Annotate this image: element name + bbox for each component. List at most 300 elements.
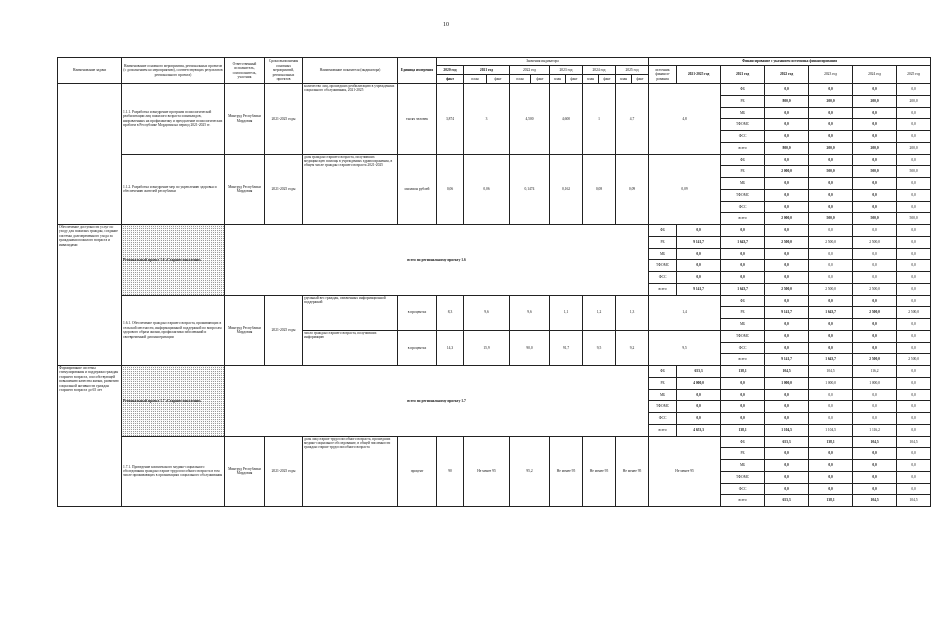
header-fact: факт — [599, 75, 616, 84]
indicator-value: 4,600 — [550, 84, 583, 155]
executor-cell: Минтруд Республики Мордовия — [225, 84, 265, 155]
header-values-group: Значения индикатора — [437, 58, 649, 66]
finance-value: 138,1 — [809, 495, 853, 507]
header-task: Наименование задачи — [58, 58, 122, 84]
finance-source: ФБ — [721, 84, 765, 96]
finance-source: всего — [721, 142, 765, 154]
finance-value: 1 643,7 — [721, 236, 765, 248]
finance-value: 0,0 — [765, 84, 809, 96]
executor-cell: Минтруд Республики Мордовия — [225, 295, 265, 366]
indicator-value: 1 — [583, 84, 616, 155]
indicator-value: 9,5 — [583, 330, 616, 365]
finance-value: 0,0 — [853, 471, 897, 483]
indicator-value: 91,7 — [550, 330, 583, 365]
finance-value: 0,0 — [897, 248, 931, 260]
table-row — [58, 154, 931, 166]
finance-value: 0,0 — [809, 260, 853, 272]
indicator-value: 9,2 — [616, 330, 649, 365]
finance-value: 0,0 — [721, 225, 765, 237]
finance-value: 0,0 — [897, 283, 931, 295]
table-row — [58, 366, 931, 378]
finance-value: 0,0 — [853, 178, 897, 190]
finance-value: 104,5 — [897, 436, 931, 448]
finance-source: МБ — [649, 389, 677, 401]
finance-value: 9 141,7 — [677, 236, 721, 248]
finance-source: всего — [649, 424, 677, 436]
indicator-value: Не менее 95 — [583, 436, 616, 507]
finance-source: РБ — [721, 448, 765, 460]
indicator-value: 0,09 — [616, 154, 649, 225]
finance-value: 2 500,0 — [809, 236, 853, 248]
program-table — [57, 57, 931, 507]
finance-source: ТФОМС — [721, 330, 765, 342]
finance-value: 0,0 — [897, 260, 931, 272]
finance-value: 1 000,0 — [765, 377, 809, 389]
table-row — [58, 84, 931, 96]
finance-value: 0,0 — [765, 119, 809, 131]
indicator-value: 4,7 — [616, 84, 649, 155]
finance-value: 653,3 — [677, 366, 721, 378]
finance-value: 2 500,0 — [809, 283, 853, 295]
header-source: источник финанси-рования — [649, 66, 677, 84]
finance-source: ФСС — [649, 413, 677, 425]
finance-source: ФСС — [649, 272, 677, 284]
finance-value: 0,0 — [809, 483, 853, 495]
finance-value: 0,0 — [721, 401, 765, 413]
finance-source: МБ — [721, 107, 765, 119]
finance-value: 0,0 — [897, 154, 931, 166]
header-f2022: 2022 год — [765, 66, 809, 84]
finance-value: 0,0 — [853, 448, 897, 460]
finance-value: 0,0 — [765, 460, 809, 472]
finance-value: 2 500,0 — [897, 354, 931, 366]
finance-value: 0,0 — [721, 260, 765, 272]
finance-value: 0,0 — [765, 330, 809, 342]
finance-value: 0,0 — [809, 119, 853, 131]
finance-value: 0,0 — [677, 389, 721, 401]
indicator-value: 95,2 — [510, 436, 550, 507]
table-row — [58, 436, 931, 448]
page-number: 10 — [443, 22, 449, 28]
header-plan: план — [616, 75, 632, 84]
indicator-value: 9,6 — [464, 295, 510, 330]
header-year-2021: 2021 год — [464, 66, 510, 75]
finance-value: 0,0 — [809, 471, 853, 483]
finance-value: 0,0 — [765, 154, 809, 166]
header-f2021: 2021 год — [721, 66, 765, 84]
finance-source: ФСС — [721, 342, 765, 354]
header-measure: Наименование основного мероприятия, региональных проектов (с дополнением ко мероприятию), соответствующих результатов регионального проекта) — [122, 58, 225, 84]
finance-value: 0,0 — [853, 260, 897, 272]
table-row — [58, 295, 931, 307]
finance-value: 0,0 — [897, 413, 931, 425]
indicator-value: 1,3 — [616, 295, 649, 330]
finance-value: 2 000,0 — [765, 213, 809, 225]
finance-value: 0,0 — [765, 471, 809, 483]
term-cell: 2021-2025 годы — [265, 84, 303, 155]
indicator-value: 0,06 — [437, 154, 464, 225]
header-fact: факт — [487, 75, 510, 84]
finance-value: 200,0 — [897, 142, 931, 154]
finance-source: всего — [721, 354, 765, 366]
finance-value: 0,0 — [853, 319, 897, 331]
finance-value: 0,0 — [765, 178, 809, 190]
finance-value: 0,0 — [897, 107, 931, 119]
finance-value: 500,0 — [897, 213, 931, 225]
finance-value: 0,0 — [897, 483, 931, 495]
finance-value: 200,0 — [853, 95, 897, 107]
indicator-value: 14,3 — [437, 330, 464, 365]
finance-value: 1 104,5 — [765, 424, 809, 436]
finance-value: 2 500,0 — [853, 283, 897, 295]
finance-value: 0,0 — [677, 413, 721, 425]
finance-value: 0,0 — [677, 260, 721, 272]
header-year-2020: 2020 год — [437, 66, 464, 75]
finance-source: ФБ — [721, 154, 765, 166]
finance-value: 0,0 — [897, 366, 931, 378]
finance-value: 0,0 — [897, 401, 931, 413]
finance-value: 0,0 — [853, 84, 897, 96]
indicator-value: 3,874 — [437, 84, 464, 155]
finance-value: 500,0 — [853, 213, 897, 225]
finance-value: 200,0 — [809, 142, 853, 154]
finance-value: 1 000,0 — [853, 377, 897, 389]
header-year-2022: 2022 год — [510, 66, 550, 75]
finance-source: РБ — [649, 236, 677, 248]
finance-value: 0,0 — [765, 342, 809, 354]
finance-value: 0,0 — [853, 272, 897, 284]
task-cell: Обеспечение доступности услуг по уходу для пожилых граждан, создание системы долговременного ухода за гражданами пожилого возраста и инвалидами — [58, 225, 122, 366]
finance-value: 0,0 — [853, 342, 897, 354]
table-body — [58, 58, 931, 507]
finance-source: РБ — [721, 307, 765, 319]
regional-project-total-label: всего по региональному проекту 1.7 — [225, 366, 649, 437]
finance-value: 1 116,2 — [853, 424, 897, 436]
indicator-value: 4,500 — [510, 84, 550, 155]
term-cell: 2021-2025 годы — [265, 154, 303, 225]
indicator-value: 0,06 — [464, 154, 510, 225]
finance-value: 0,0 — [809, 330, 853, 342]
finance-value: 2 500,0 — [853, 236, 897, 248]
finance-value: 0,0 — [853, 389, 897, 401]
header-year-2024: 2024 год — [583, 66, 616, 75]
finance-value: 0,0 — [897, 448, 931, 460]
finance-source: ТФОМС — [721, 471, 765, 483]
finance-value: 0,0 — [853, 413, 897, 425]
finance-value: 0,0 — [765, 260, 809, 272]
finance-source: ФБ — [649, 225, 677, 237]
executor-cell: Минтруд Республики Мордовия — [225, 436, 265, 507]
finance-value: 0,0 — [853, 119, 897, 131]
finance-value: 0,0 — [853, 189, 897, 201]
finance-value: 104,5 — [853, 436, 897, 448]
header-term: Сроки выполнения основных мероприятий, региональных проектов — [265, 58, 303, 84]
finance-value: 0,0 — [809, 178, 853, 190]
finance-value: 2 500,0 — [897, 307, 931, 319]
header-year-2023: 2023 год — [550, 66, 583, 75]
indicator-value: 8,3 — [437, 295, 464, 330]
finance-value: 104,5 — [765, 366, 809, 378]
finance-source: ТФОМС — [721, 189, 765, 201]
finance-value: 0,0 — [677, 272, 721, 284]
finance-value: 0,0 — [897, 201, 931, 213]
finance-value: 0,0 — [809, 295, 853, 307]
indicator-cell: число граждан старшего возраста, получивших информацию — [303, 330, 398, 365]
header-f2024: 2024 год — [853, 66, 897, 84]
unit-cell: тысяч человек — [398, 84, 437, 155]
finance-value: 0,0 — [765, 295, 809, 307]
executor-cell: Минтруд Республики Мордовия — [225, 154, 265, 225]
finance-value: 0,0 — [853, 225, 897, 237]
finance-value: 1 643,7 — [809, 307, 853, 319]
finance-value: 0,0 — [897, 178, 931, 190]
unit-cell: процент — [398, 436, 437, 507]
finance-value: 1 104,5 — [809, 424, 853, 436]
header-plan: план — [583, 75, 599, 84]
finance-value: 800,0 — [765, 95, 809, 107]
finance-value: 500,0 — [853, 166, 897, 178]
header-plan: план — [550, 75, 566, 84]
term-cell: 2021-2025 годы — [265, 295, 303, 366]
finance-value: 2 500,0 — [853, 354, 897, 366]
finance-value: 0,0 — [897, 377, 931, 389]
finance-value: 0,0 — [897, 295, 931, 307]
finance-value: 0,0 — [677, 248, 721, 260]
finance-value: 0,0 — [809, 107, 853, 119]
finance-value: 0,0 — [853, 401, 897, 413]
finance-source: МБ — [721, 319, 765, 331]
header-f2023: 2023 год — [809, 66, 853, 84]
finance-source: всего — [721, 213, 765, 225]
finance-value: 0,0 — [765, 225, 809, 237]
finance-source: ФБ — [649, 366, 677, 378]
indicator-value: 4,8 — [649, 84, 721, 155]
finance-value: 0,0 — [853, 201, 897, 213]
measure-cell: 1.1.2. Разработка и внедрение мер по укреплению здоровья и обеспечению жителей республики — [122, 154, 225, 225]
finance-value: 0,0 — [721, 248, 765, 260]
measure-cell: 1.1.1. Разработка и внедрение программ психологической реабилитации лиц пожилого возраста и инвалидов, направленных на профилактику и преодоление психологических проблем в Республике Мордовия на период 2021-2025 гг. — [122, 84, 225, 155]
measure-cell: 1.7.1. Проведение комплексного медико-социального обследования граждан старше трудоспособного возраста в том числе проживающих в организациях социального обслуживания — [122, 436, 225, 507]
finance-value: 0,0 — [677, 401, 721, 413]
finance-value: 0,0 — [809, 460, 853, 472]
finance-value: 2 500,0 — [853, 307, 897, 319]
finance-source: ФБ — [721, 436, 765, 448]
finance-value: 0,0 — [853, 295, 897, 307]
finance-value: 1 643,7 — [721, 283, 765, 295]
finance-value: 0,0 — [897, 342, 931, 354]
finance-value: 200,0 — [897, 95, 931, 107]
finance-value: 0,0 — [897, 319, 931, 331]
finance-value: 0,0 — [809, 319, 853, 331]
header-total: 2021-2025 год — [677, 66, 721, 84]
finance-value: 0,0 — [897, 236, 931, 248]
finance-value: 0,0 — [765, 413, 809, 425]
finance-source: МБ — [721, 178, 765, 190]
table-row — [58, 225, 931, 237]
header-fact: факт — [531, 75, 550, 84]
finance-value: 0,0 — [721, 413, 765, 425]
finance-value: 2 500,0 — [765, 236, 809, 248]
finance-value: 0,0 — [765, 189, 809, 201]
finance-value: 0,0 — [809, 272, 853, 284]
finance-value: 104,5 — [809, 366, 853, 378]
indicator-value: 0,08 — [583, 154, 616, 225]
finance-value: 653,3 — [765, 495, 809, 507]
finance-value: 0,0 — [765, 448, 809, 460]
finance-value: 0,0 — [765, 483, 809, 495]
task-cell: Формирование системы стимулирования и поддержки граждан старшего возраста, способствующей повышению качества жизни, развитию социальной активности граждан старшего возраста до 65 лет — [58, 366, 122, 507]
header-indicator: Наименование показателя (индикатора) — [303, 58, 398, 84]
finance-source: ТФОМС — [649, 401, 677, 413]
finance-value: 0,0 — [765, 319, 809, 331]
finance-value: 138,1 — [721, 424, 765, 436]
finance-value: 0,0 — [677, 225, 721, 237]
finance-value: 9 141,7 — [765, 354, 809, 366]
finance-value: 116,2 — [853, 366, 897, 378]
unit-cell: миллион рублей — [398, 154, 437, 225]
finance-value: 0,0 — [853, 154, 897, 166]
finance-source: РБ — [649, 377, 677, 389]
finance-value: 0,0 — [853, 131, 897, 143]
finance-value: 104,5 — [897, 495, 931, 507]
finance-value: 653,3 — [765, 436, 809, 448]
finance-value: 1 643,7 — [809, 354, 853, 366]
indicator-value: 9,6 — [510, 295, 550, 330]
finance-value: 4 653,3 — [677, 424, 721, 436]
finance-value: 500,0 — [809, 166, 853, 178]
finance-value: 0,0 — [809, 201, 853, 213]
indicator-cell: количество лиц, прошедших реабилитацию в учреждениях социального обслуживания, 2021-2025 — [303, 84, 398, 155]
finance-source: МБ — [649, 248, 677, 260]
finance-value: 0,0 — [721, 272, 765, 284]
finance-value: 0,0 — [765, 401, 809, 413]
indicator-value: 0,1474 — [510, 154, 550, 225]
finance-value: 0,0 — [721, 377, 765, 389]
finance-value: 2 500,0 — [765, 283, 809, 295]
finance-source: ФСС — [721, 201, 765, 213]
indicator-value: Не менее 95 — [550, 436, 583, 507]
indicator-value: 1,2 — [583, 295, 616, 330]
finance-value: 0,0 — [765, 272, 809, 284]
indicator-value: 15,9 — [464, 330, 510, 365]
finance-source: ФСС — [721, 483, 765, 495]
finance-value: 0,0 — [721, 389, 765, 401]
term-cell: 2021-2025 годы — [265, 436, 303, 507]
regional-project-label: Региональный проект 1.6 «Старшее поколение» — [122, 225, 225, 296]
finance-value: 0,0 — [765, 389, 809, 401]
finance-value: 0,0 — [809, 342, 853, 354]
finance-value: 0,0 — [809, 401, 853, 413]
finance-source: всего — [721, 495, 765, 507]
finance-value: 9 141,7 — [677, 283, 721, 295]
header-plan: план — [510, 75, 531, 84]
header-fact: факт — [437, 75, 464, 84]
header-f2025: 2025 год — [897, 66, 931, 84]
indicator-value: Не менее 95 — [464, 436, 510, 507]
finance-value: 0,0 — [853, 330, 897, 342]
finance-value: 4 000,0 — [677, 377, 721, 389]
finance-value: 500,0 — [897, 166, 931, 178]
regional-project-total-label: всего по региональному проекту 1.6 — [225, 225, 649, 296]
finance-value: 800,0 — [765, 142, 809, 154]
finance-value: 500,0 — [809, 213, 853, 225]
finance-value: 0,0 — [765, 107, 809, 119]
finance-source: РБ — [721, 166, 765, 178]
finance-value: 0,0 — [897, 330, 931, 342]
regional-project-label: Региональный проект 1.7 «Старшее поколение» — [122, 366, 225, 437]
indicator-value: 90 — [437, 436, 464, 507]
finance-value: 0,0 — [765, 131, 809, 143]
finance-value: 0,0 — [897, 119, 931, 131]
header-plan: план — [464, 75, 487, 84]
indicator-value: 90,0 — [510, 330, 550, 365]
finance-value: 138,1 — [721, 366, 765, 378]
header-fact: факт — [566, 75, 583, 84]
finance-source: ТФОМС — [721, 119, 765, 131]
finance-value: 0,0 — [765, 248, 809, 260]
finance-value: 0,0 — [897, 189, 931, 201]
unit-cell: в процентах — [398, 330, 437, 365]
finance-value: 0,0 — [897, 424, 931, 436]
unit-cell: в процентах — [398, 295, 437, 330]
measure-cell: 1.6.1. Обеспечение граждан старшего возраста, проживающих в сельской местности, информационной поддержкой по вопросам здорового образа жизни, профилактики заболеваний и своевременной диспансеризации — [122, 295, 225, 366]
finance-value: 0,0 — [897, 131, 931, 143]
header-unit: Единица измерения — [398, 58, 437, 84]
finance-value: 0,0 — [809, 225, 853, 237]
header-finance-group: Финансирование с указанием источника финансирования — [649, 58, 931, 66]
finance-value: 0,0 — [897, 84, 931, 96]
finance-value: 0,0 — [809, 389, 853, 401]
finance-value: 0,0 — [809, 84, 853, 96]
finance-value: 0,0 — [853, 460, 897, 472]
finance-value: 0,0 — [853, 483, 897, 495]
finance-source: всего — [649, 283, 677, 295]
finance-value: 0,0 — [853, 107, 897, 119]
finance-source: РБ — [721, 95, 765, 107]
indicator-value: Не менее 95 — [649, 436, 721, 507]
finance-value: 0,0 — [897, 389, 931, 401]
finance-value: 0,0 — [765, 201, 809, 213]
finance-value: 0,0 — [809, 154, 853, 166]
indicator-value: Не менее 95 — [616, 436, 649, 507]
finance-value: 0,0 — [853, 248, 897, 260]
finance-value: 9 141,7 — [765, 307, 809, 319]
finance-value: 0,0 — [897, 460, 931, 472]
finance-value: 0,0 — [897, 272, 931, 284]
indicator-value: 0,09 — [649, 154, 721, 225]
finance-value: 2 000,0 — [765, 166, 809, 178]
finance-value: 0,0 — [897, 225, 931, 237]
indicator-value: 3 — [464, 84, 510, 155]
indicator-cell: доля лиц старше трудоспособного возраста, прошедших медико-социальное обследование, в общей численности граждан старше трудоспособного возраста — [303, 436, 398, 507]
indicator-value: 1,1 — [550, 295, 583, 330]
finance-value: 0,0 — [809, 131, 853, 143]
finance-source: ТФОМС — [649, 260, 677, 272]
finance-value: 138,1 — [809, 436, 853, 448]
finance-value: 0,0 — [809, 413, 853, 425]
indicator-value: 9,5 — [649, 330, 721, 365]
task-cell-empty — [58, 84, 122, 225]
finance-value: 0,0 — [809, 248, 853, 260]
finance-value: 104,5 — [853, 495, 897, 507]
indicator-value: 1,4 — [649, 295, 721, 330]
finance-value: 0,0 — [897, 471, 931, 483]
header-executor: Ответственный исполнитель, соисполнитель, участник — [225, 58, 265, 84]
finance-value: 1 000,0 — [809, 377, 853, 389]
finance-source: ФБ — [721, 295, 765, 307]
header-fact: факт — [632, 75, 649, 84]
finance-value: 200,0 — [809, 95, 853, 107]
